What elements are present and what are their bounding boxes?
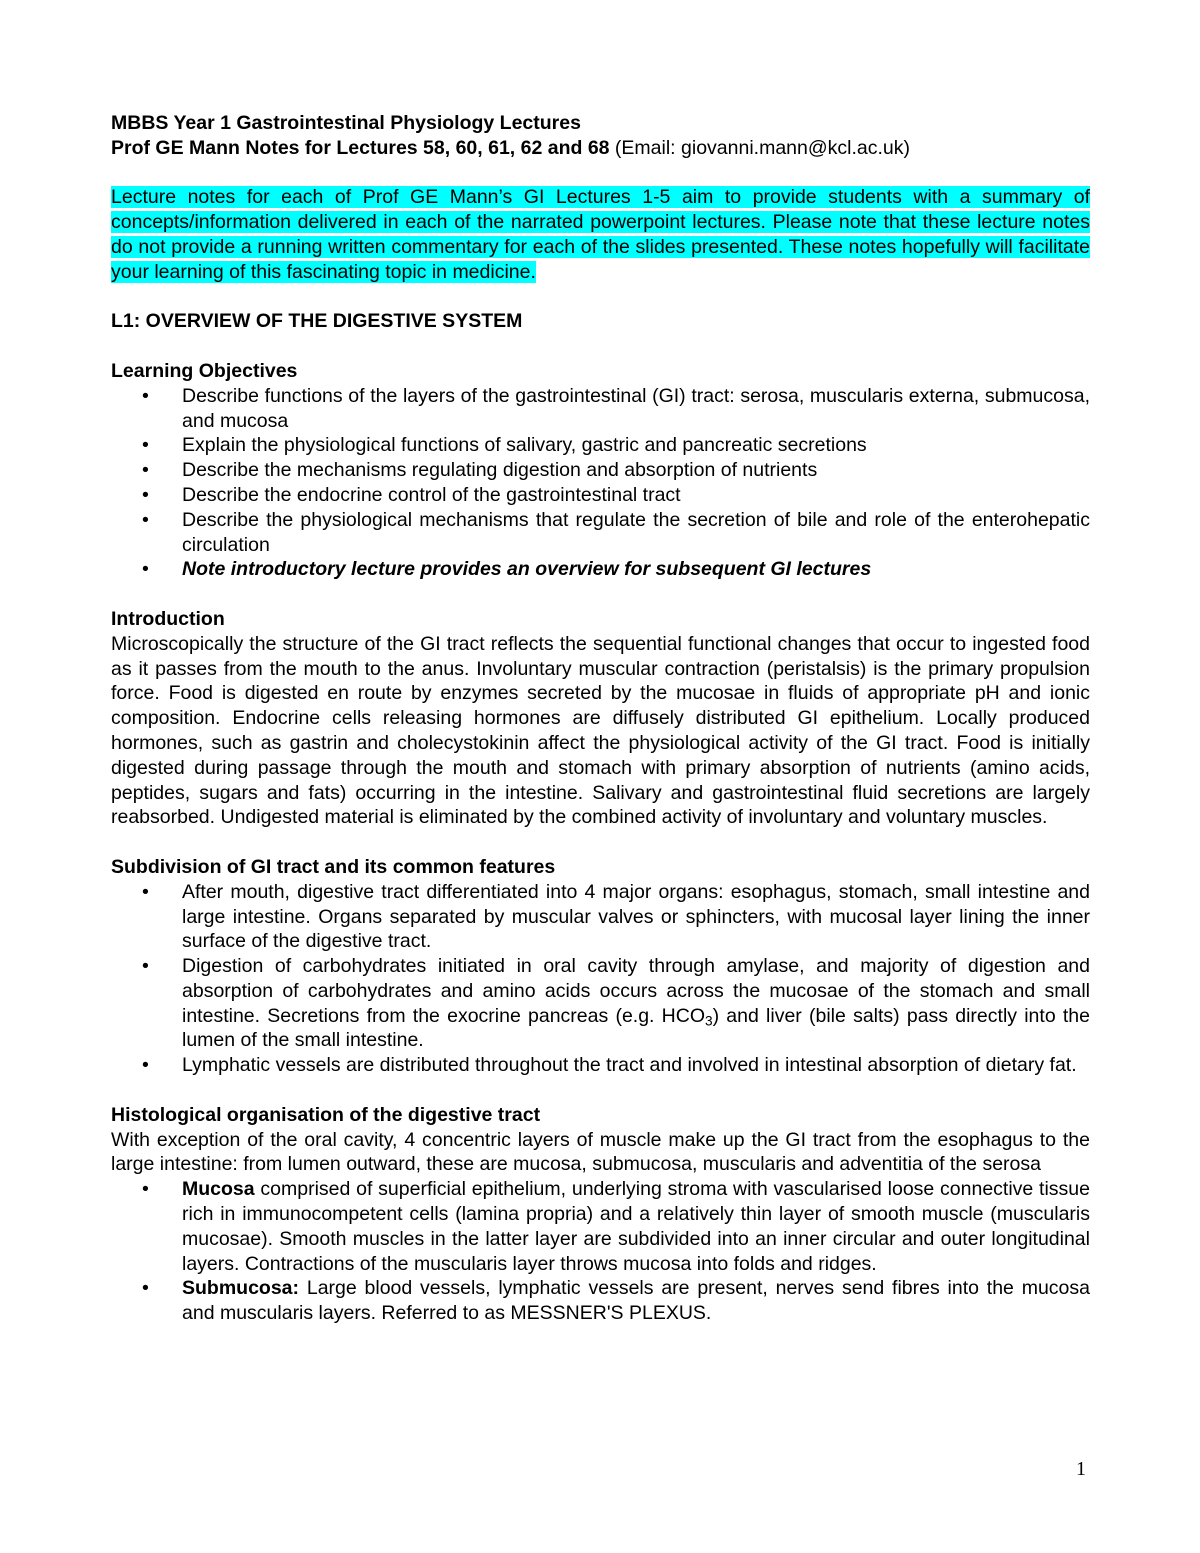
lecture-heading: L1: OVERVIEW OF THE DIGESTIVE SYSTEM (111, 310, 523, 333)
bullet-icon: • (142, 483, 149, 506)
list-item: • Describe the mechanisms regulating digestion and absorption of nutrients (142, 459, 818, 482)
bullet-icon: • (142, 434, 149, 457)
objectives-heading: Learning Objectives (111, 359, 298, 382)
histology-heading: Histological organisation of the digestive tract (111, 1103, 541, 1126)
list-item: • Mucosa comprised of superficial epithelium, underlying stroma with vascularised loose connective tissue rich in immunocompetent cells (lamina propria) and a relatively thin layer of smooth muscle (muscularis mucosae). Smooth muscles in the latter layer are subdivided into an inner circular and outer longitudinal layers. Contractions of the muscularis layer throws mucosa into folds and ridges. (142, 1178, 1090, 1275)
document-title: MBBS Year 1 Gastrointestinal Physiology Lectures (111, 112, 581, 134)
lecture-numbers: Prof GE Mann Notes for Lectures 58, 60, 61, 62 and 68 (111, 136, 610, 159)
subdivision-heading: Subdivision of GI tract and its common features (111, 855, 556, 878)
bullet-icon: • (142, 558, 149, 581)
list-item: • Explain the physiological functions of salivary, gastric and pancreatic secretions (142, 434, 867, 457)
bullet-icon: • (142, 955, 149, 978)
list-item: • After mouth, digestive tract differentiated into 4 major organs: esophagus, stomach, small intestine and large intestine. Organs separated by muscular valves or sphincters, with mucosal layer lining the inner surface of the digestive tract. (142, 880, 1090, 953)
list-item: • Describe the physiological mechanisms that regulate the secretion of bile and role of the enterohepatic circulation (142, 508, 1090, 556)
list-item: • Submucosa: Large blood vessels, lymphatic vessels are present, nerves send fibres into the mucosa and muscularis layers. Referred to as MESSNER'S PLEXUS. (142, 1277, 1090, 1325)
bullet-icon: • (142, 384, 149, 407)
bullet-icon: • (142, 459, 149, 482)
list-item: • Digestion of carbohydrates initiated in oral cavity through amylase, and majority of digestion and absorption of carbohydrates and amino acids occurs across the mucosae of the stomach and small intestine. Secretions from the exocrine pancreas (e.g. $HCO_3$) and liver (bile salts) pass directly into the lumen of the small intestine. (142, 955, 1090, 1052)
introduction-heading: Introduction (111, 607, 225, 630)
bullet-icon: • (142, 1054, 149, 1077)
bullet-icon: • (142, 508, 149, 531)
highlighted-intro-note (111, 185, 1090, 284)
contact-email: (Email: giovanni.mann@kcl.ac.uk) (609, 136, 911, 159)
term: Mucosa (182, 1178, 255, 1201)
list-item: • Lymphatic vessels are distributed throughout the tract and involved in intestinal absorption of dietary fat. (142, 1054, 1077, 1077)
bullet-icon: • (142, 880, 149, 903)
document-page (111, 111, 1090, 1326)
introduction-text: Microscopically the structure of the GI tract reflects the sequential functional changes that occur to ingested food as it passes from the mouth to the anus. Involuntary muscular contraction (peristalsis) is the primary propulsion force. Food is digested en route by enzymes secreted by the mucosae in fluids of appropriate pH and ionic composition. Endocrine cells releasing hormones are diffusely distributed GI epithelium. Locally produced hormones, such as gastrin and cholecystokinin affect the physiological activity of the GI tract. Food is initially digested during passage through the mouth and stomach with primary absorption of nutrients (amino acids, peptides, sugars and fats) occurring in the intestine. Salivary and gastrointestinal fluid secretions are largely reabsorbed. Undigested material is eliminated by the combined activity of involuntary and voluntary muscles. (111, 632, 1090, 829)
page-number: 1 (1076, 1458, 1086, 1480)
histology-list (111, 1177, 1090, 1326)
bullet-icon: • (142, 1277, 149, 1300)
histology-text: With exception of the oral cavity, 4 concentric layers of muscle make up the GI tract from the esophagus to the large intestine: from lumen outward, these are mucosa, submucosa, muscularis and adventitia of the serosa (111, 1128, 1090, 1176)
document-subtitle (111, 136, 1090, 161)
list-item: • Describe the endocrine control of the gastrointestinal tract (142, 483, 681, 506)
intro-note-text: Lecture notes for each of Prof GE Mann’s GI Lectures 1-5 aim to provide students with a summary of concepts/information delivered in each of the narrated powerpoint lectures. Please note that these lecture notes do not provide a running written commentary for each of the slides presented. These notes hopefully will facilitate your learning of this fascinating topic in medicine. (111, 186, 1090, 283)
term: Submucosa: (182, 1277, 300, 1300)
bullet-icon: • (142, 1178, 149, 1201)
list-item: • Describe functions of the layers of the gastrointestinal (GI) tract: serosa, muscularis externa, submucosa, and mucosa (142, 384, 1090, 432)
subscript: 3 (705, 1013, 713, 1029)
subdivision-list (111, 880, 1090, 1078)
objectives-list (111, 384, 1090, 582)
list-item-note: • Note introductory lecture provides an overview for subsequent GI lectures (142, 558, 872, 581)
